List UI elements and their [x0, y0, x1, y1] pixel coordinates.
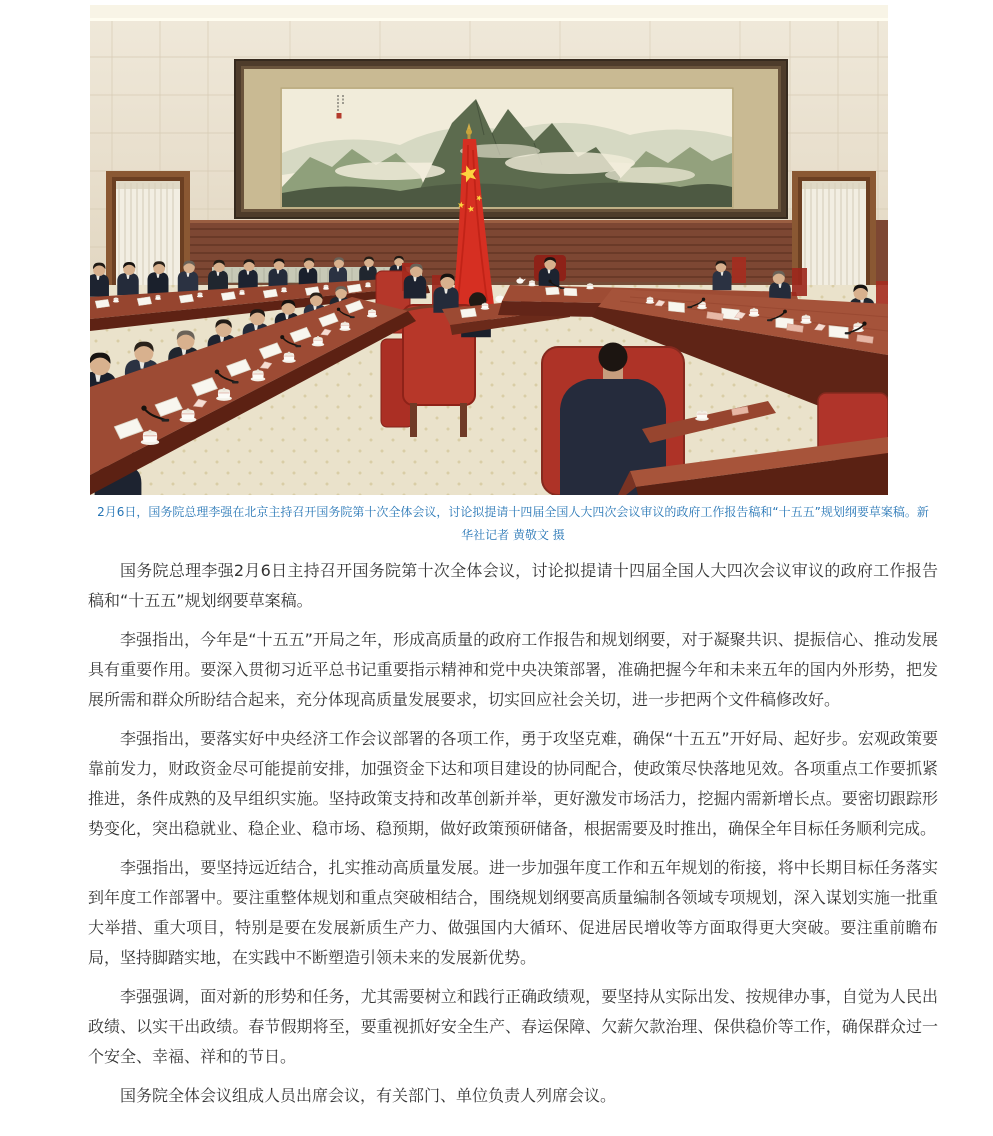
- landscape-painting: [235, 60, 787, 218]
- meeting-photo-scene: [90, 5, 888, 495]
- article-paragraph: 李强指出，今年是“十五五”开局之年，形成高质量的政府工作报告和规划纲要，对于凝聚共识、提振信心、推动发展具有重要作用。要深入贯彻习近平总书记重要指示精神和党中央决策部署，准确把握今年和未来五年的国内外形势，把发展所需和群众所盼结合起来，充分体现高质量发展要求，切实回应社会关切，进一步把两个文件稿修改好。: [88, 630, 938, 709]
- article-paragraph: 李强强调，面对新的形势和任务，尤其需要树立和践行正确政绩观，要坚持从实际出发、按规律办事，自觉为人民出政绩、以实干出政绩。春节假期将至，要重视抓好安全生产、春运保障、欠薪欠款治理、保供稳价等工作，确保群众过一个安全、幸福、祥和的节日。: [88, 987, 938, 1066]
- article-paragraph: 李强指出，要坚持远近结合，扎实推动高质量发展。进一步加强年度工作和五年规划的衔接，将中长期目标任务落实到年度工作部署中。要注重整体规划和重点突破相结合，围绕规划纲要高质量编制各领域专项规划，深入谋划实施一批重大举措、重大项目，特别是要在发展新质生产力、做强国内大循环、促进居民增收等方面取得更大突破。要注重前瞻布局，坚持脚踏实地，在实践中不断塑造引领未来的发展新优势。: [88, 858, 938, 967]
- article-paragraph: 国务院全体会议组成人员出席会议，有关部门、单位负责人列席会议。: [120, 1086, 617, 1105]
- meeting-photo: [90, 5, 888, 495]
- article-paragraph: 李强指出，要落实好中央经济工作会议部署的各项工作，勇于攻坚克难，确保“十五五”开好局、起好步。宏观政策要靠前发力，财政资金尽可能提前安排，加强资金下达和项目建设的协同配合，使政策尽快落地见效。各项重点工作要抓紧推进，条件成熟的及早组织实施。坚持政策支持和改革创新并举，更好激发市场活力，挖掘内需新增长点。要密切跟踪形势变化，突出稳就业、稳企业、稳市场、稳预期，做好政策预研储备，根据需要及时推出，确保全年目标任务顺利完成。: [88, 729, 938, 838]
- article-paragraph: 国务院总理李强2月6日主持召开国务院第十次全体会议，讨论拟提请十四届全国人大四次会议审议的政府工作报告稿和“十五五”规划纲要草案稿。: [88, 561, 938, 610]
- article-body: [88, 556, 938, 1120]
- photo-caption: 2月6日，国务院总理李强在北京主持召开国务院第十次全体会议，讨论拟提请十四届全国人大四次会议审议的政府工作报告稿和“十五五”规划纲要草案稿。新华社记者 黄敬文 摄: [97, 505, 929, 542]
